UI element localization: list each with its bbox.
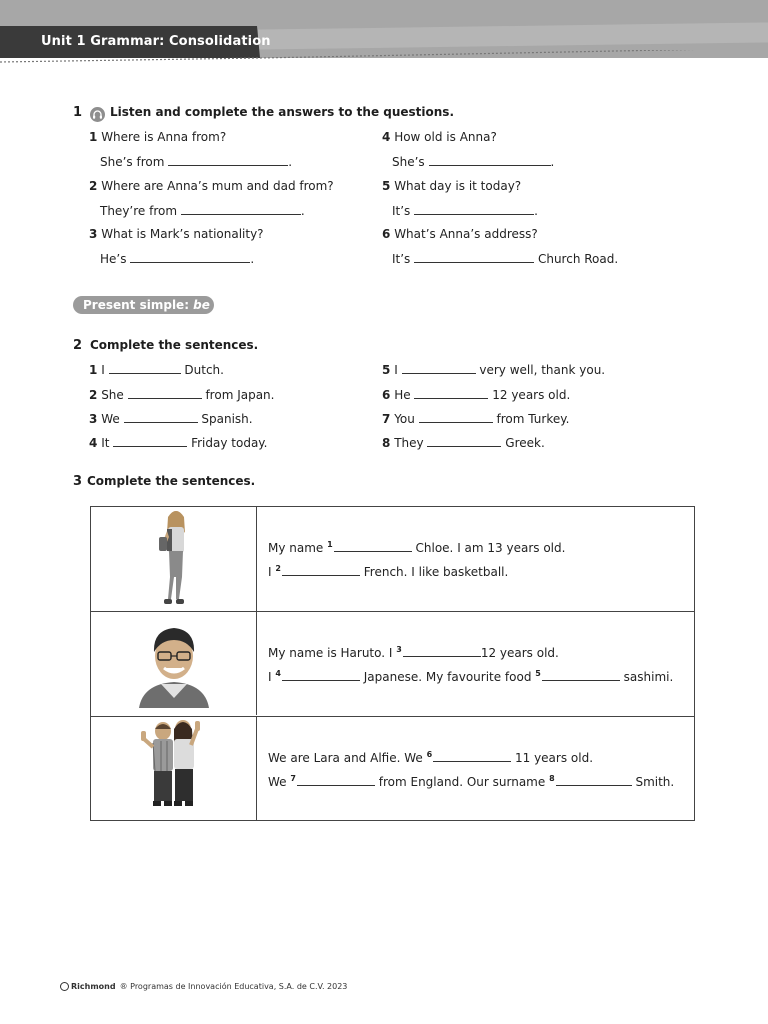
answer-blank[interactable] (334, 540, 412, 552)
ex1-question-6: 6 What’s Anna’s address? (382, 227, 538, 241)
answer-blank[interactable] (427, 435, 501, 447)
ex2-item-4: 4 It Friday today. (89, 436, 268, 450)
ex1-question-3: 3 What is Mark’s nationality? (89, 227, 264, 241)
answer-blank[interactable] (414, 203, 534, 215)
answer-blank[interactable] (168, 154, 288, 166)
ex1-question-1: 1 Where is Anna from? (89, 130, 227, 144)
sentence-line: I $^4$ Japanese. My favourite food $^5$ sashimi. (268, 669, 674, 684)
sentence-cell (258, 717, 694, 821)
answer-blank[interactable] (124, 411, 198, 423)
sentence-line: I $^2$ French. I like basketball. (268, 564, 509, 579)
boy-photo (91, 612, 257, 716)
table-row (91, 716, 694, 821)
sentence-cell (258, 507, 694, 611)
answer-blank[interactable] (109, 362, 181, 374)
answer-blank[interactable] (282, 564, 360, 576)
exercise-3-table (90, 506, 695, 821)
ex2-item-3: 3 We Spanish. (89, 412, 253, 426)
exercise-3-number: 3 (73, 474, 83, 489)
ex1-answer-1: She’s from . (100, 155, 293, 169)
photo-cell (91, 612, 257, 715)
answer-blank[interactable] (297, 774, 375, 786)
ex2-item-8: 8 They Greek. (382, 436, 545, 450)
girl-photo (91, 507, 257, 611)
answer-blank[interactable] (113, 435, 187, 447)
answer-blank[interactable] (429, 154, 551, 166)
footer-copyright: ® Programas de Innovación Educativa, S.A. de C.V. 2023 (119, 982, 348, 991)
answer-blank[interactable] (181, 203, 301, 215)
ex1-question-4: 4 How old is Anna? (382, 130, 497, 144)
photo-cell (91, 717, 257, 821)
page-title: Unit 1 Grammar: Consolidation (41, 34, 271, 49)
exercise-2-number: 2 (73, 338, 83, 353)
answer-blank[interactable] (414, 387, 488, 399)
table-row (91, 507, 694, 611)
ex1-question-5: 5 What day is it today? (382, 179, 522, 193)
children-photo (91, 717, 257, 822)
audio-icon (90, 107, 105, 122)
answer-blank[interactable] (414, 251, 534, 263)
ex2-item-6: 6 He 12 years old. (382, 388, 571, 402)
sentence-line: My name is Haruto. I $^3$ 12 years old. (268, 645, 559, 660)
sentence-line: We $^7$ from England. Our surname $^8$ Smith. (268, 774, 675, 789)
sentence-line: We are Lara and Alfie. We $^6$ 11 years old. (268, 750, 594, 765)
footer-brand: Richmond (71, 982, 116, 991)
answer-blank[interactable] (282, 669, 360, 681)
answer-blank[interactable] (419, 411, 493, 423)
exercise-1-instruction: Listen and complete the answers to the questions. (110, 105, 455, 119)
answer-blank[interactable] (556, 774, 632, 786)
table-row (91, 611, 694, 715)
ex2-item-7: 7 You from Turkey. (382, 412, 570, 426)
richmond-logo-icon (60, 982, 69, 991)
answer-blank[interactable] (402, 362, 476, 374)
exercise-3-instruction: Complete the sentences. (87, 474, 256, 488)
sentence-line: My name $^1$ Chloe. I am 13 years old. (268, 540, 566, 555)
footer (60, 982, 347, 991)
ex2-item-1: 1 I Dutch. (89, 363, 224, 377)
photo-cell (91, 507, 257, 611)
sentence-cell (258, 612, 694, 715)
ex2-item-2: 2 She from Japan. (89, 388, 275, 402)
exercise-2-instruction: Complete the sentences. (90, 338, 259, 352)
answer-blank[interactable] (128, 387, 202, 399)
answer-blank[interactable] (130, 251, 250, 263)
ex1-answer-2: They’re from . (100, 204, 305, 218)
ex1-answer-6: It’s Church Road. (392, 252, 619, 266)
ex1-question-2: 2 Where are Anna’s mum and dad from? (89, 179, 334, 193)
section-label: Present simple: be (73, 296, 214, 314)
header-dotted-line (0, 50, 768, 64)
answer-blank[interactable] (542, 669, 620, 681)
ex1-answer-3: He’s . (100, 252, 255, 266)
ex1-answer-4: She’s . (392, 155, 555, 169)
exercise-1-number: 1 (73, 105, 83, 120)
ex1-answer-5: It’s . (392, 204, 538, 218)
ex2-item-5: 5 I very well, thank you. (382, 363, 606, 377)
answer-blank[interactable] (403, 645, 481, 657)
answer-blank[interactable] (433, 750, 511, 762)
